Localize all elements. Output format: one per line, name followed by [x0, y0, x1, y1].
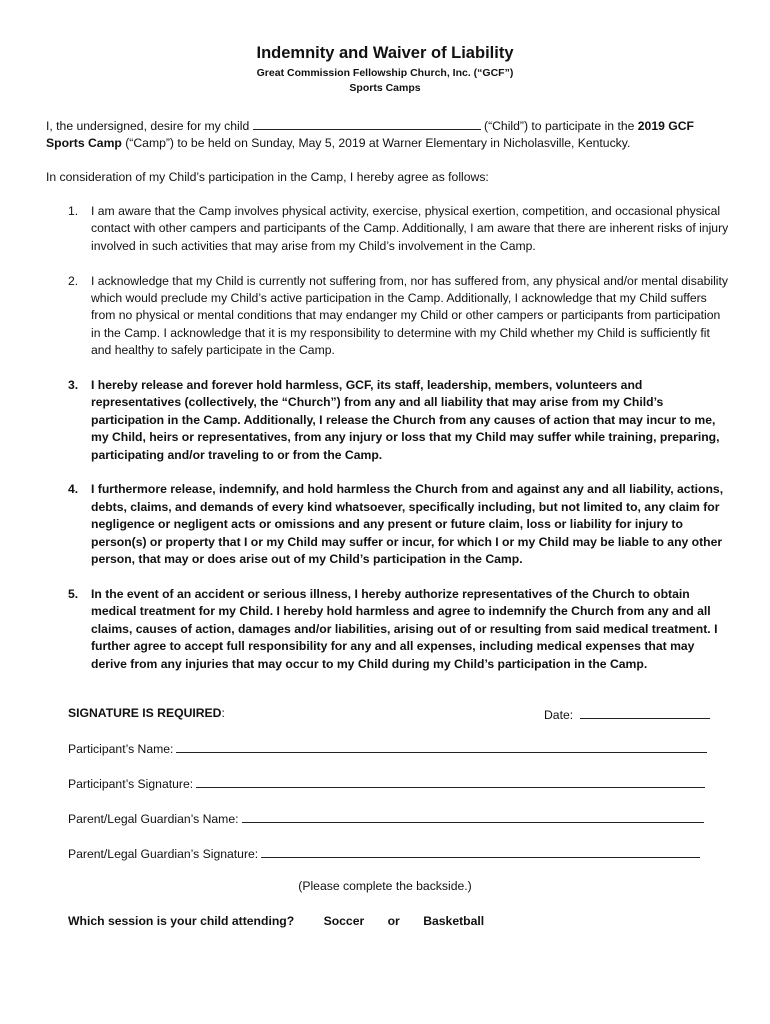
participant-signature-field[interactable] [196, 775, 705, 788]
intro-text-3: (“Camp”) to be held on Sunday, May 5, 2019 at Warner Elementary in Nicholasville, Kentucky. [121, 136, 631, 151]
guardian-signature-label: Parent/Legal Guardian’s Signature: [68, 847, 259, 861]
signature-required-label: SIGNATURE IS REQUIRED [68, 706, 222, 720]
intro-text-2: (“Child”) to participate in the [480, 119, 638, 133]
participant-signature-label: Participant’s Signature: [68, 777, 194, 791]
clause-number: 5. [68, 586, 79, 601]
clause-text: I am aware that the Camp involves physical activity, exercise, physical exertion, competition, and occasional physical contact with other campers and participants of the Camp. Additionally, I am aware that there are inherent risks of injury involved in such activities that may arise from my Child’s involvement in the Camp. [91, 204, 729, 253]
clause-3 [68, 377, 730, 464]
guardian-name-label: Parent/Legal Guardian’s Name: [68, 812, 239, 826]
clause-text: I furthermore release, indemnify, and hold harmless the Church from and against any and all liability, actions, debts, claims, and demands of every kind whatsoever, specifically including, but not limited to, any claim for negligence or negligent acts or omissions and any present or future claim, loss or liability for injury to person(s) or property that I or my Child may suffer or incur, for which I or my Child may be liable to any other person, that may or does arise out of my Child’s participation in the Camp. [91, 482, 724, 567]
clause-text: I hereby release and forever hold harmless, GCF, its staff, leadership, members, volunteers and representatives (collectively, the “Church”) from any and all liability that may arise from my Child’s participation in the Camp. Additionally, I release the Church from any causes of action that may incur to me, my Child, heirs or representatives, from any injury or loss that my Child may suffer while training, preparing, participating and/or traveling to or from the Camp. [91, 378, 720, 462]
clause-text: I acknowledge that my Child is currently not suffering from, nor has suffered from, any physical and/or mental disability which would preclude my Child’s active participation in the Camp. Additionally, I acknowledge that my Child suffers from no physical or mental conditions that may endanger my Child or other campers or participants from participation in the Camp. I acknowledge that it is my responsibility to determine with my Child whether my Child is sufficiently fit and healthy to safely participate in the Camp. [91, 273, 728, 358]
date-field[interactable] [580, 705, 710, 719]
backside-note: (Please complete the backside.) [298, 879, 472, 893]
signature-required-colon: : [221, 706, 225, 720]
clause-1 [68, 203, 730, 255]
clause-text: In the event of an accident or serious illness, I hereby authorize representatives of the Church to obtain medical treatment for my Child. I hereby hold harmless and agree to indemnify the Church from any and all claims, causes of action, damages and/or liabilities, arising out of or resulting from said medical treatment. I further agree to accept full responsibility for any and all expenses, including medical expenses that may derive from any injuries that may occur to my Child during my Child’s participation in the Camp. [91, 586, 718, 671]
clause-number: 3. [68, 378, 79, 393]
clause-2 [68, 273, 730, 360]
clause-list [68, 203, 730, 690]
clause-4 [68, 481, 730, 568]
session-question-row [68, 913, 484, 930]
clause-number: 4. [68, 482, 79, 497]
guardian-signature-row [68, 845, 700, 863]
guardian-name-row [68, 810, 704, 828]
clause-number: 2. [68, 273, 79, 288]
clause-5 [68, 586, 730, 673]
participant-name-field[interactable] [176, 740, 707, 753]
clause-number: 1. [68, 204, 79, 218]
document-title: Indemnity and Waiver of Liability [256, 44, 514, 62]
child-name-field[interactable] [253, 116, 481, 130]
session-question: Which session is your child attending? [68, 914, 295, 928]
session-option-basketball[interactable]: Basketball [423, 914, 485, 928]
guardian-name-field[interactable] [242, 810, 704, 823]
session-option-soccer[interactable]: Soccer [323, 914, 365, 928]
intro-paragraph [46, 116, 732, 153]
participant-name-label: Participant’s Name: [68, 742, 174, 756]
date-row [544, 705, 710, 724]
guardian-signature-field[interactable] [261, 845, 700, 858]
date-label: Date: [544, 708, 574, 722]
intro-text-1: I, the undersigned, desire for my child [46, 119, 253, 133]
organization-name: Great Commission Fellowship Church, Inc. (“GCF”) [256, 67, 514, 79]
session-or: or [387, 914, 400, 928]
camp-name: 2019 GCF Sports Camp [46, 119, 695, 151]
program-name: Sports Camps [349, 82, 421, 94]
participant-name-row [68, 740, 707, 758]
participant-signature-row [68, 775, 705, 793]
signature-required-heading [68, 705, 225, 722]
consideration-statement: In consideration of my Child’s participation in the Camp, I hereby agree as follows: [46, 170, 489, 184]
